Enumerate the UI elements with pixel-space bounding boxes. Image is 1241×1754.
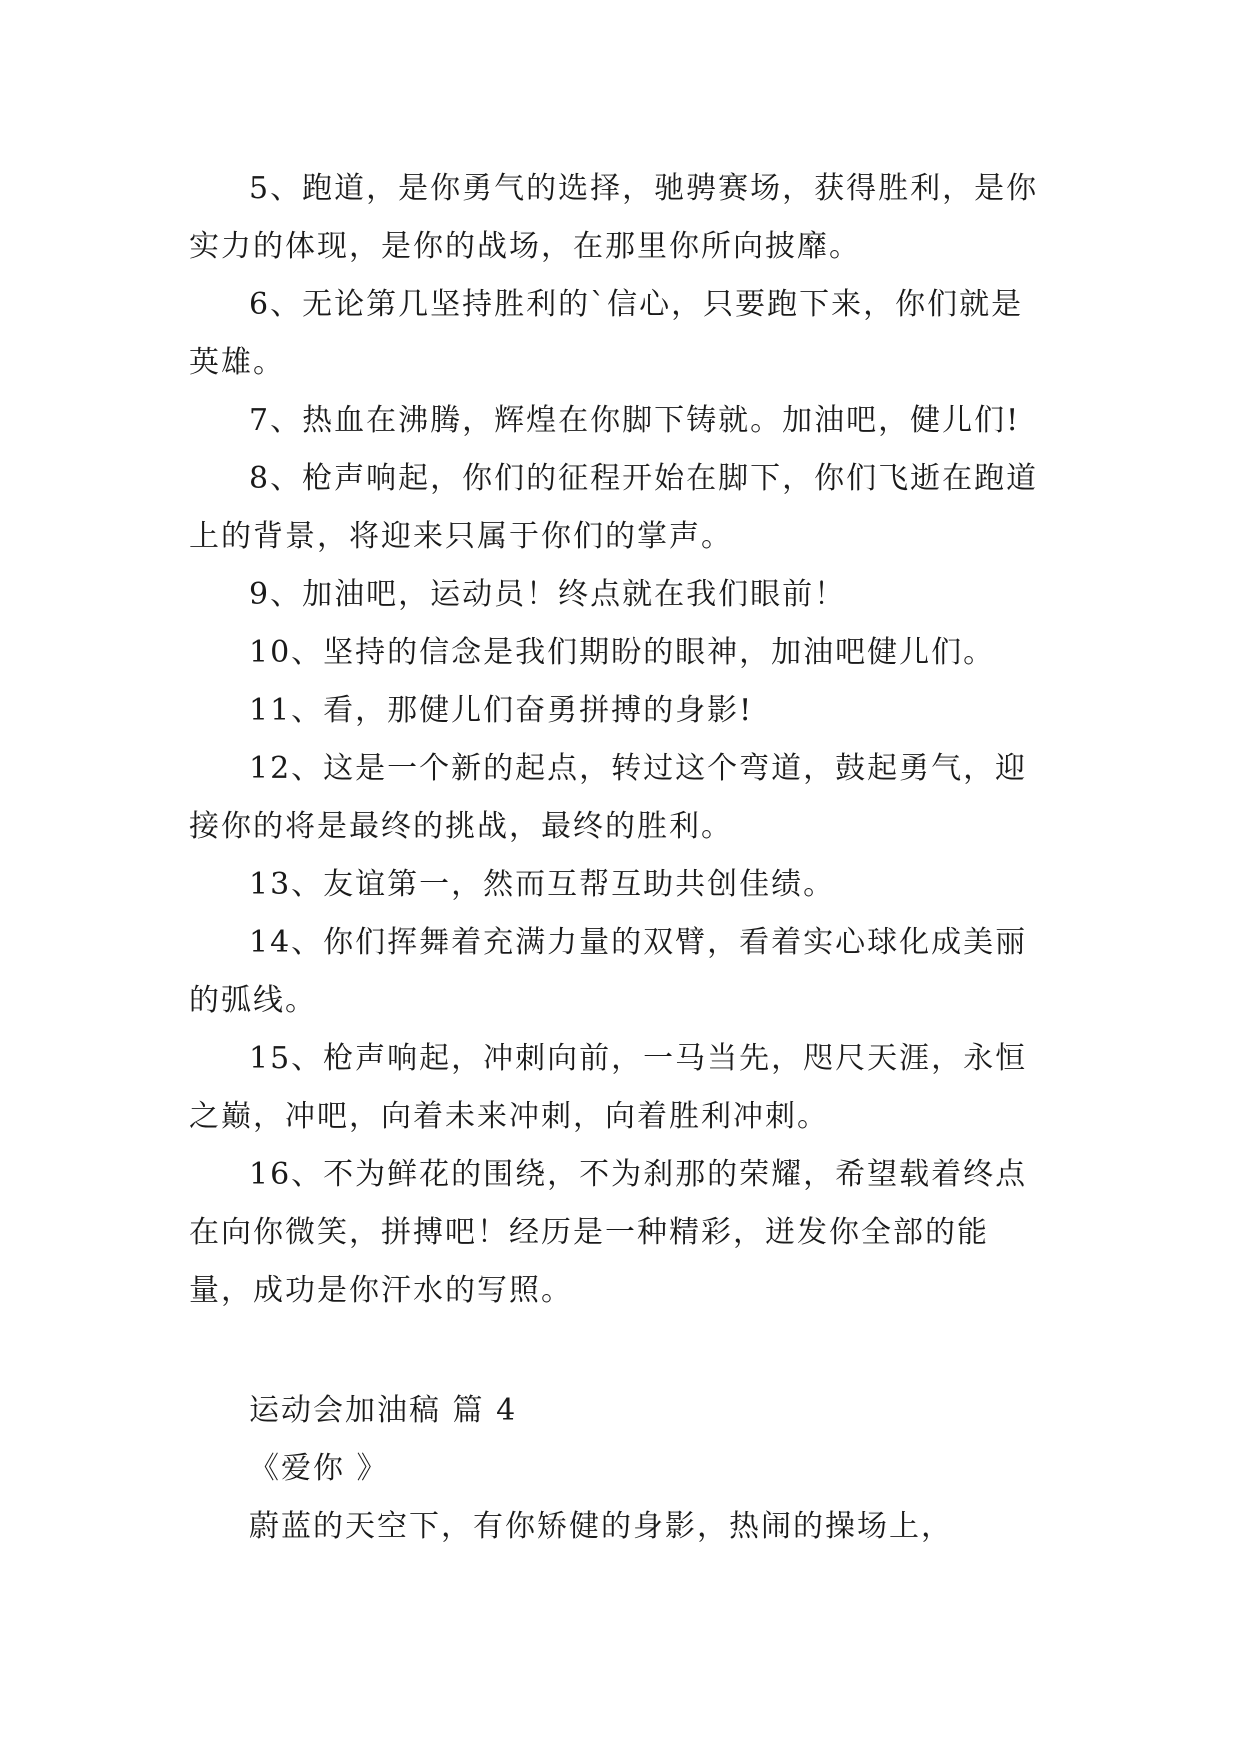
paragraph-16: 16、不为鲜花的围绕，不为刹那的荣耀，希望载着终点在向你微笑，拼搏吧！经历是一种精彩，迸发你全部的能量，成功是你汗水的写照。 [189,1157,1028,1308]
document-body [189,160,1049,1556]
paragraph-5: 5、跑道，是你勇气的选择，驰骋赛场，获得胜利，是你实力的体现，是你的战场，在那里你所向披靡。 [189,171,1039,264]
section-heading: 运动会加油稿 篇 4 [249,1393,518,1428]
paragraph-6: 6、无论第几坚持胜利的`信心，只要跑下来，你们就是英雄。 [189,287,1024,380]
paragraph-15: 15、枪声响起，冲刺向前，一马当先，咫尺天涯，永恒之巅，冲吧，向着未来冲刺，向着胜利冲刺。 [189,1041,1028,1134]
paragraph-11: 11、看，那健儿们奋勇拼搏的身影! [249,693,754,728]
paragraph-14: 14、你们挥舞着充满力量的双臂，看着实心球化成美丽的弧线。 [189,925,1028,1018]
paragraph-12: 12、这是一个新的起点，转过这个弯道，鼓起勇气，迎接你的将是最终的挑战，最终的胜利。 [189,751,1028,844]
paragraph-9: 9、加油吧，运动员！终点就在我们眼前！ [249,577,847,612]
poem-title: 《爱你 》 [249,1451,389,1486]
section-block [189,1382,1049,1556]
paragraph-7: 7、热血在沸腾，辉煌在你脚下铸就。加油吧，健儿们! [249,403,1021,438]
paragraph-13: 13、友谊第一，然而互帮互助共创佳绩。 [249,867,836,902]
poem-first-line: 蔚蓝的天空下，有你矫健的身影，热闹的操场上， [249,1509,953,1544]
paragraph-8: 8、枪声响起，你们的征程开始在脚下，你们飞逝在跑道上的背景，将迎来只属于你们的掌声。 [189,461,1039,554]
paragraph-10: 10、坚持的信念是我们期盼的眼神，加油吧健儿们。 [249,635,996,670]
